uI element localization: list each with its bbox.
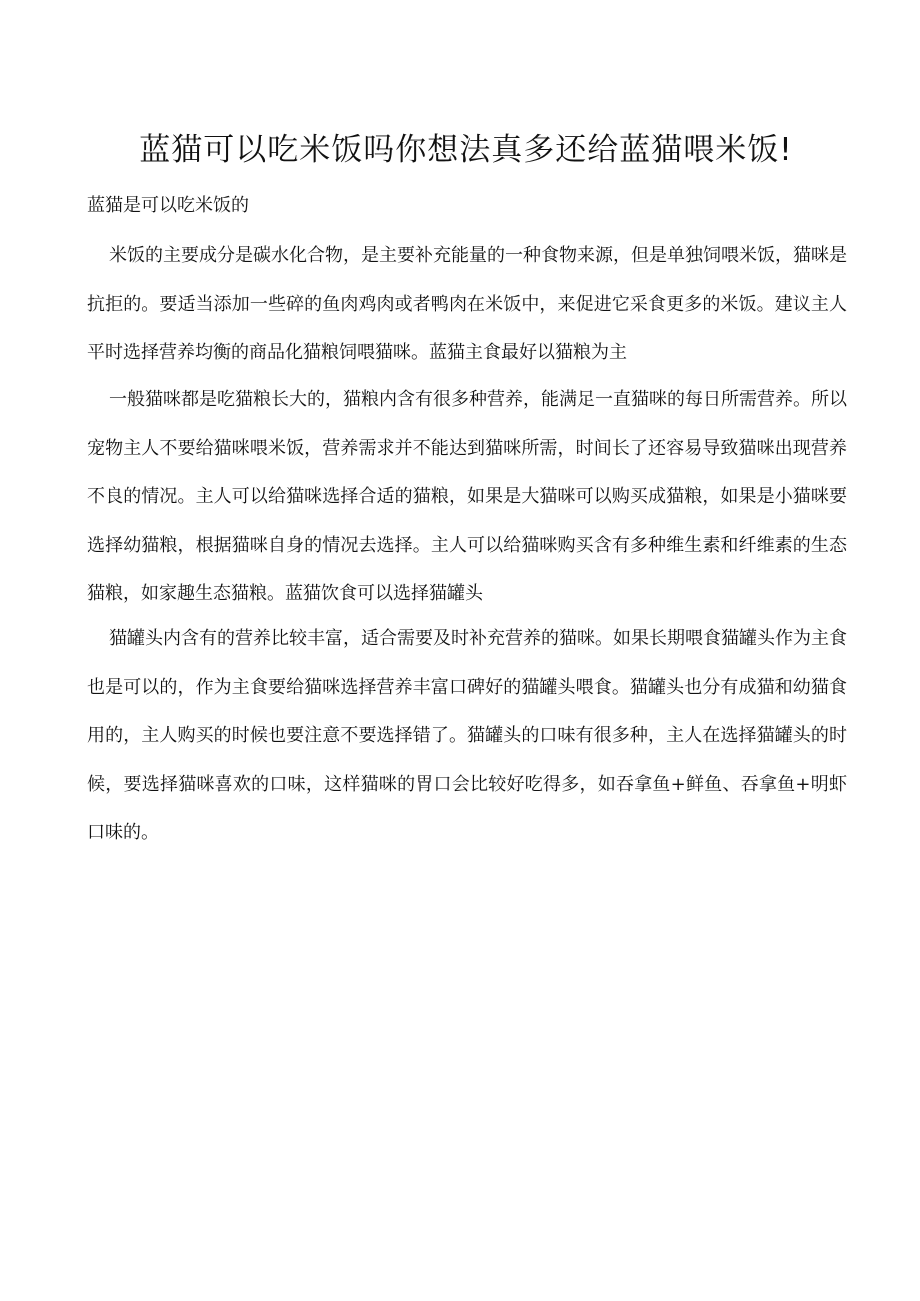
body-paragraph: 一般猫咪都是吃猫粮长大的，猫粮内含有很多种营养，能满足一直猫咪的每日所需营养。所以宠物主人不要给猫咪喂米饭，营养需求并不能达到猫咪所需，时间长了还容易导致猫咪出现营养不良的情况。主人可以给猫咪选择合适的猫粮，如果是大猫咪可以购买成猫粮，如果是小猫咪要选择幼猫粮，根据猫咪自身的情况去选择。主人可以给猫咪购买含有多种维生素和纤维素的生态猫粮，如家趣生态猫粮。蓝猫饮食可以选择猫罐头 — [87, 389, 847, 604]
body-paragraph: 猫罐头内含有的营养比较丰富，适合需要及时补充营养的猫咪。如果长期喂食猫罐头作为主食也是可以的，作为主食要给猫咪选择营养丰富口碑好的猫罐头喂食。猫罐头也分有成猫和幼猫食用的，主人购买的时候也要注意不要选择错了。猫罐头的口味有很多种，主人在选择猫罐头的时候，要选择猫咪喜欢的口味，这样猫咪的胃口会比较好吃得多，如吞拿鱼+鲜鱼、吞拿鱼+明虾口味的。 — [87, 628, 847, 843]
body-paragraph: 米饭的主要成分是碳水化合物，是主要补充能量的一种食物来源，但是单独饲喂米饭，猫咪是抗拒的。要适当添加一些碎的鱼肉鸡肉或者鸭肉在米饭中，来促进它采食更多的米饭。建议主人平时选择营养均衡的商品化猫粮饲喂猫咪。蓝猫主食最好以猫粮为主 — [87, 245, 847, 363]
document-title: 蓝猫可以吃米饭吗你想法真多还给蓝猫喂米饭! — [139, 132, 793, 168]
section-subheading: 蓝猫是可以吃米饭的 — [87, 195, 249, 216]
